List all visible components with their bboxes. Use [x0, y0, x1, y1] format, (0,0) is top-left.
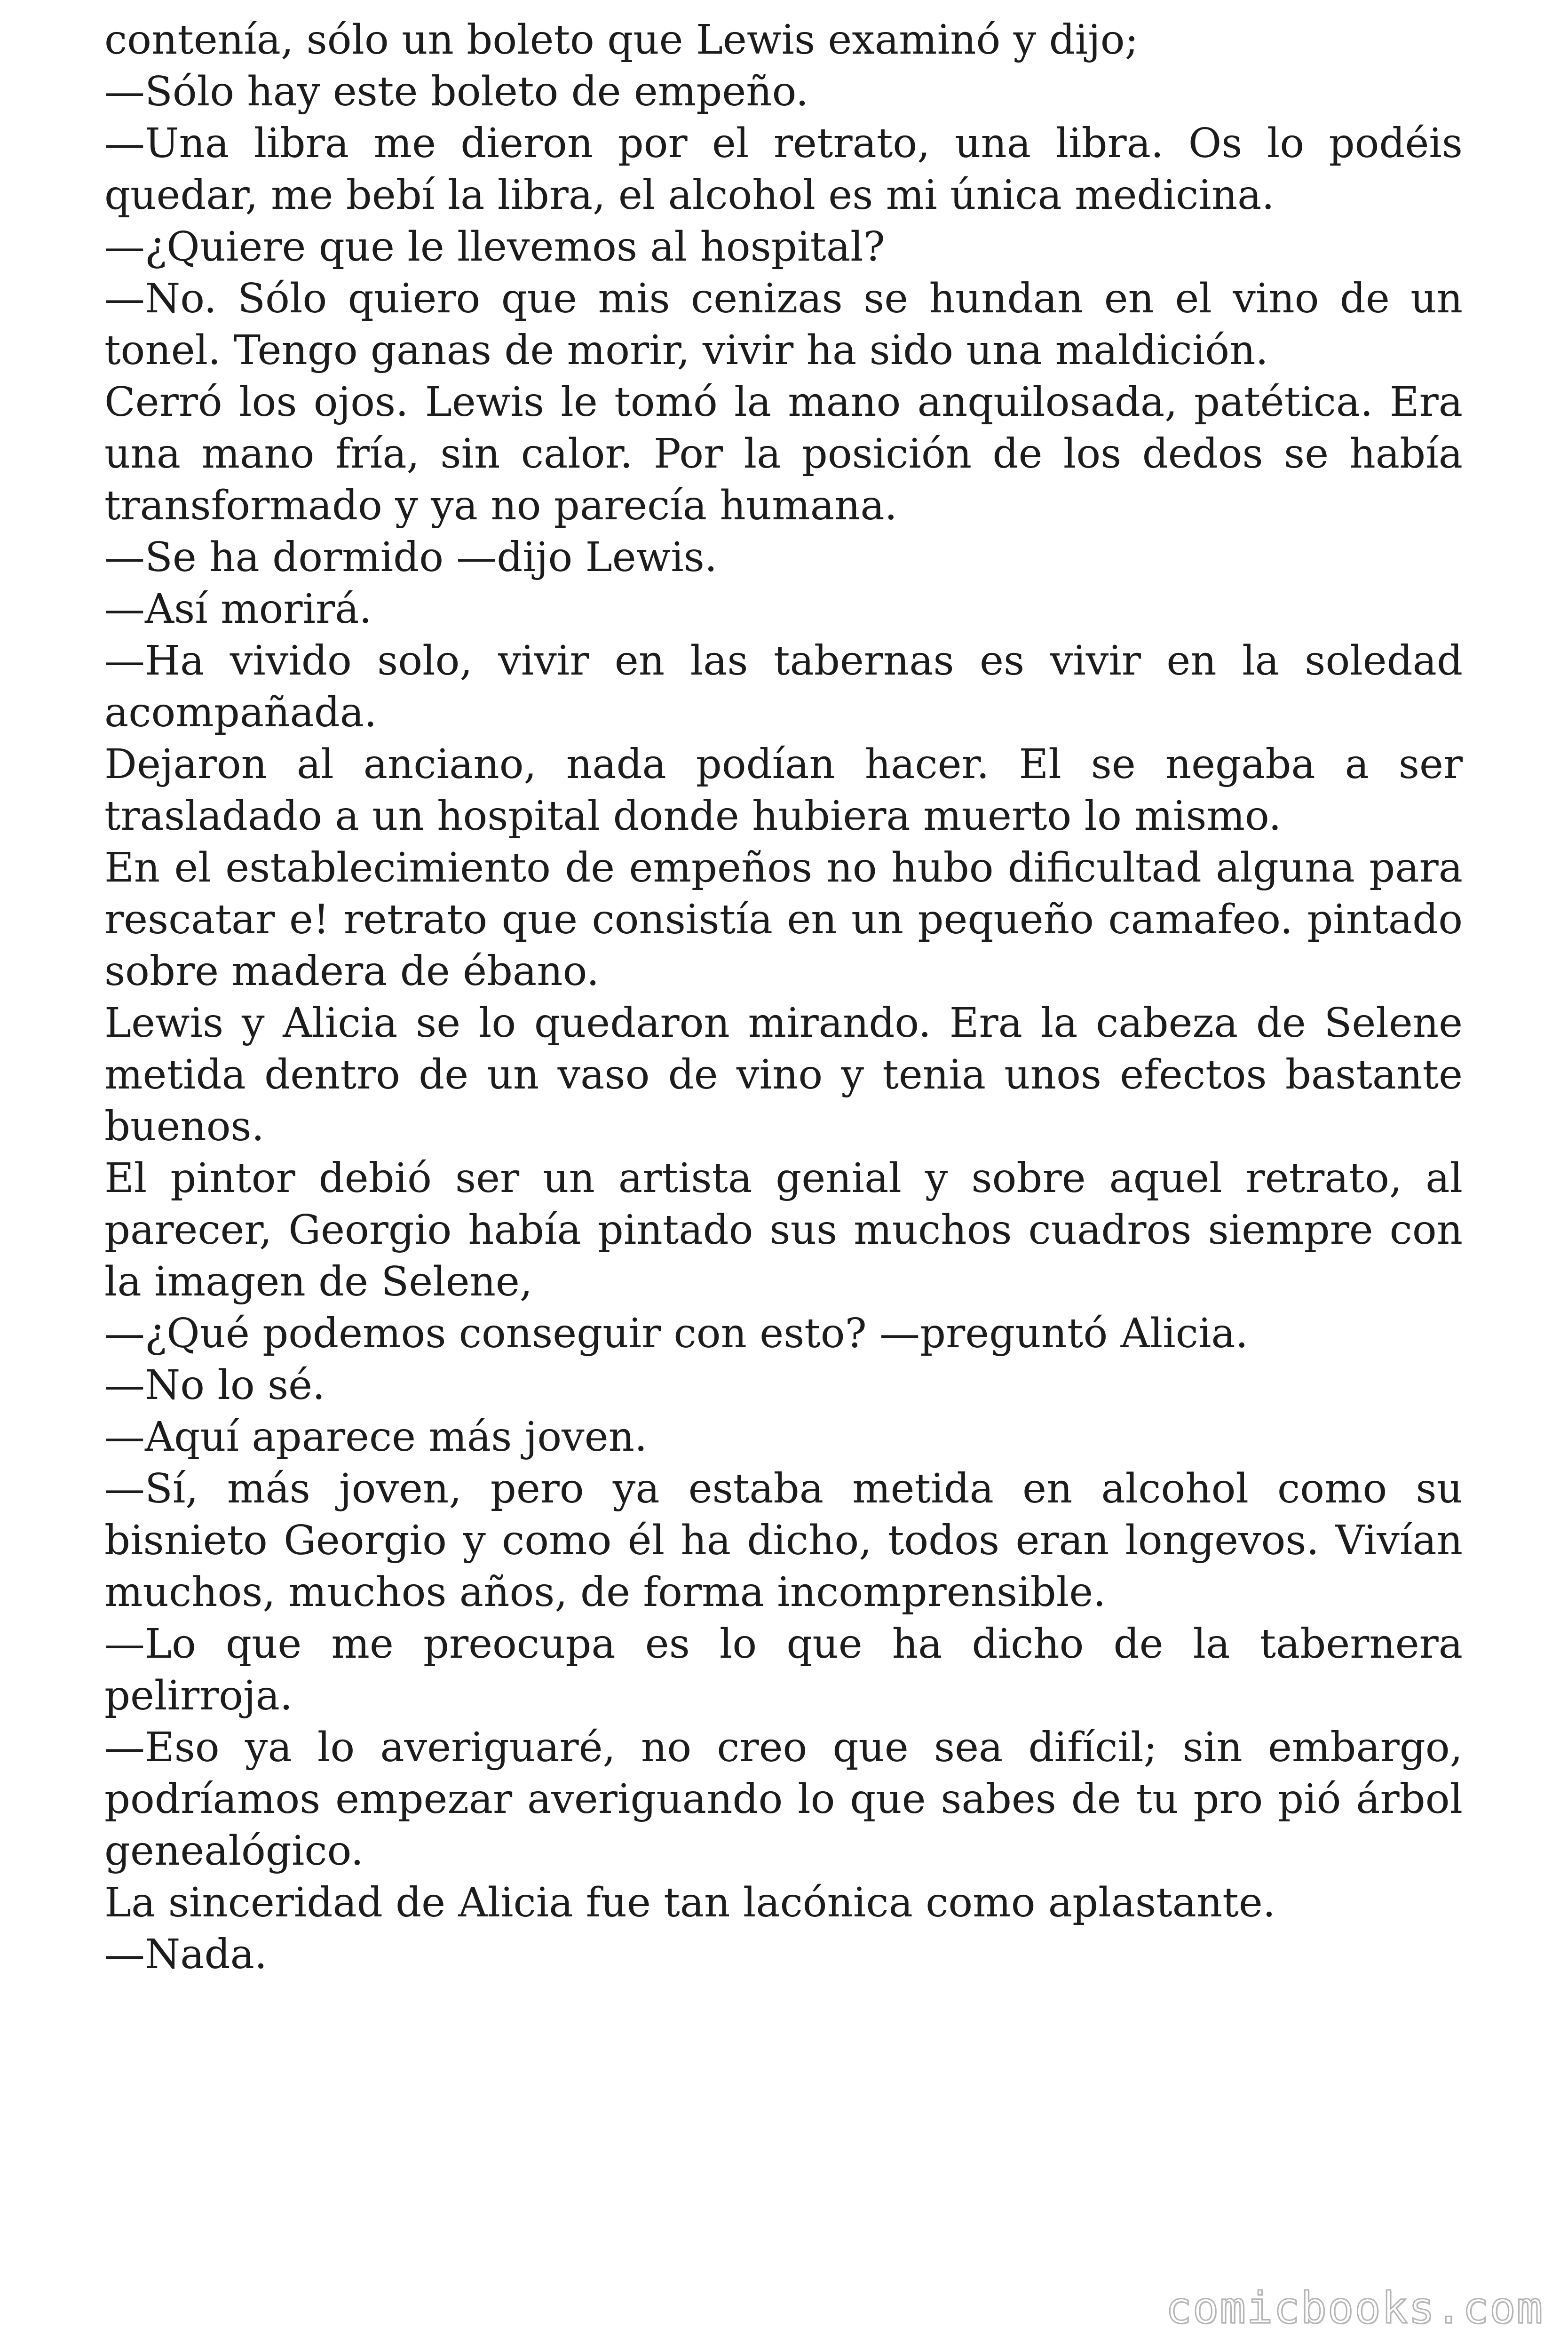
- paragraph-6: Cerró los ojos. Lewis le tomó la mano anquilosada, patética. Era una mano fría, sin calor. Por la posición de los dedos se había transformado y ya no parecía humana.: [104, 379, 1463, 529]
- paragraph-9: —Ha vivido solo, vivir en las tabernas es vivir en la soledad acompañada.: [104, 637, 1463, 736]
- paragraph-4: —¿Quiere que le llevemos al hospital?: [104, 223, 885, 270]
- paragraph-5: —No. Sólo quiero que mis cenizas se hundan en el vino de un tonel. Tengo ganas de morir, vivir ha sido una maldición.: [104, 275, 1463, 374]
- watermark: comicbooks.com: [1165, 2283, 1544, 2333]
- paragraph-16: —Aquí aparece más joven.: [104, 1414, 648, 1461]
- paragraph-15: —No lo sé.: [104, 1362, 325, 1409]
- page-text-body: [104, 14, 1463, 1980]
- paragraph-20: La sinceridad de Alicia fue tan lacónica como aplastante.: [104, 1879, 1276, 1926]
- paragraph-18: —Lo que me preocupa es lo que ha dicho de la tabernera pelirroja.: [104, 1621, 1463, 1719]
- paragraph-13: El pintor debió ser un artista genial y sobre aquel retrato, al parecer, Georgio había pintado sus muchos cuadros siempre con la imagen de Selene,: [104, 1155, 1463, 1305]
- paragraph-14: —¿Qué podemos conseguir con esto? —preguntó Alicia.: [104, 1310, 1248, 1357]
- paragraph-12: Lewis y Alicia se lo quedaron mirando. Era la cabeza de Selene metida dentro de un vaso de vino y tenia unos efectos bastante buenos.: [104, 1000, 1463, 1150]
- paragraph-2: —Sólo hay este boleto de empeño.: [104, 68, 809, 115]
- paragraph-21: —Nada.: [104, 1931, 268, 1978]
- paragraph-11: En el establecimiento de empeños no hubo dificultad alguna para rescatar e! retrato que consistía en un pequeño camafeo. pintado sobre madera de ébano.: [104, 844, 1463, 995]
- paragraph-10: Dejaron al anciano, nada podían hacer. El se negaba a ser trasladado a un hospital donde hubiera muerto lo mismo.: [104, 741, 1463, 840]
- paragraph-7: —Se ha dormido —dijo Lewis.: [104, 534, 718, 581]
- paragraph-3: —Una libra me dieron por el retrato, una libra. Os lo podéis quedar, me bebí la libra, el alcohol es mi única medicina.: [104, 120, 1463, 219]
- paragraph-1: contenía, sólo un boleto que Lewis examinó y dijo;: [104, 16, 1139, 64]
- paragraph-8: —Así morirá.: [104, 586, 372, 633]
- paragraph-17: —Sí, más joven, pero ya estaba metida en alcohol como su bisnieto Georgio y como él ha dicho, todos eran longevos. Vivían muchos, muchos años, de forma incomprensible.: [104, 1465, 1463, 1616]
- paragraph-19: —Eso ya lo averiguaré, no creo que sea difícil; sin embargo, podríamos empezar averiguando lo que sabes de tu pro pió árbol genealógico.: [104, 1724, 1463, 1875]
